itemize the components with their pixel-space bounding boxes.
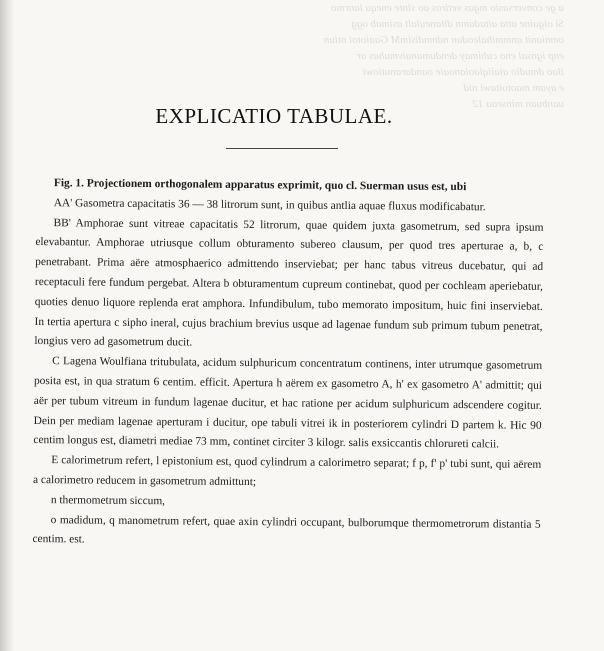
paragraph-calorimetrum: E calorimetrum refert, l epistonium est, quod cylindrum a calorimetro separat; f p, f' p' tubi sunt, qui aërem a calorimetro reducem in gasometrum admittunt;: [33, 454, 542, 489]
bleed-line: uanbuan minseaa 12: [472, 98, 564, 110]
bleed-line: enp ignsal eno cubimay dendumanaivmuhas ar: [356, 50, 564, 62]
bleed-line: omnianit anmmihaleodan ndmndisimM Gaaiotoi ntiun: [323, 34, 564, 46]
bleed-line: ilao dmudio aiaiiqiaoianoaie oandaranutiowi: [362, 66, 564, 78]
bleed-line: a ge conversasio mgas vetiros ao sinte enequ ianrmo: [330, 2, 564, 14]
paragraph-amphorae: BB' Amphorae sunt vitreae capacitatis 52 litrorum, quae quidem juxta gasometrum, sed supra ipsum elevabantur. Amphorae utriusque collum obturamento subereo clausum, per quod tres aperturae a, b, c penetrabant. Prima aëre atmosphaerico admittendo inserviebat; per hanc tabus vitreus ducebatur, qui ad receptaculi fere fundum pergebat. Altera b obturamentum cupreum continebat, quod per cochleam aperiebatur, quoties denuo liquore replenda erat amphora. Infundibulum, tubo memorato impositum, huic fini inserviebat. In tertia apertura c sipho ineral, cujus brachium brevius usque ad lagenae fundum sub primum tubum penetrat, longius vero ad gasometrum ducit.: [34, 216, 544, 349]
bleed-through-text: [0, 0, 604, 160]
paragraph-manometrum: o madidum, q manometrum refert, quae axin cylindri occupant, bulborumque thermometrorum distantia 5 centim. est.: [32, 513, 541, 546]
paragraph-fig1: Fig. 1. Projectionem orthogonalem apparatus exprimit, quo cl. Suerman usus est, ubi: [53, 177, 467, 194]
bleed-line: Si oigaine atta aitadamn ditaneulalt asimab ogg: [351, 18, 564, 30]
bleed-line: e ayam maotoitawi nid: [463, 82, 564, 94]
paragraph-thermometrum: n thermometrum siccum,: [50, 493, 166, 508]
page-title: EXPLICATIO TABULAE.: [155, 104, 393, 128]
paragraph-gasometra: AA' Gasometra capacitatis 36 — 38 litrorum sunt, in quibus antlia aquae fluxus modificabatur.: [53, 196, 486, 214]
body-text: [32, 174, 544, 555]
paragraph-lagena: C Lagena Woulfiana tritubulata, acidum sulphuricum concentratum continens, inter utrumque gasometrum posita est, in qua stratum 6 centim. efficit. Apertura h aërem ex gasometro A, h' ex gasometro A' admittit; qui aër per tubum vitreum in fundum lagenae ducitur, et hac ratione per acidum sulphuricum adscendere cogitur. Dein per mediam lagenae aperturam i ducitur, ope tabuli vitrei ik in posteriorem cylindri D partem k. Hic 90 centim longus est, diametri mediae 73 mm, continet circiter 3 kilogr. salis exsiccantis chlorureti calcii.: [33, 355, 543, 451]
title-rule: [226, 148, 338, 149]
